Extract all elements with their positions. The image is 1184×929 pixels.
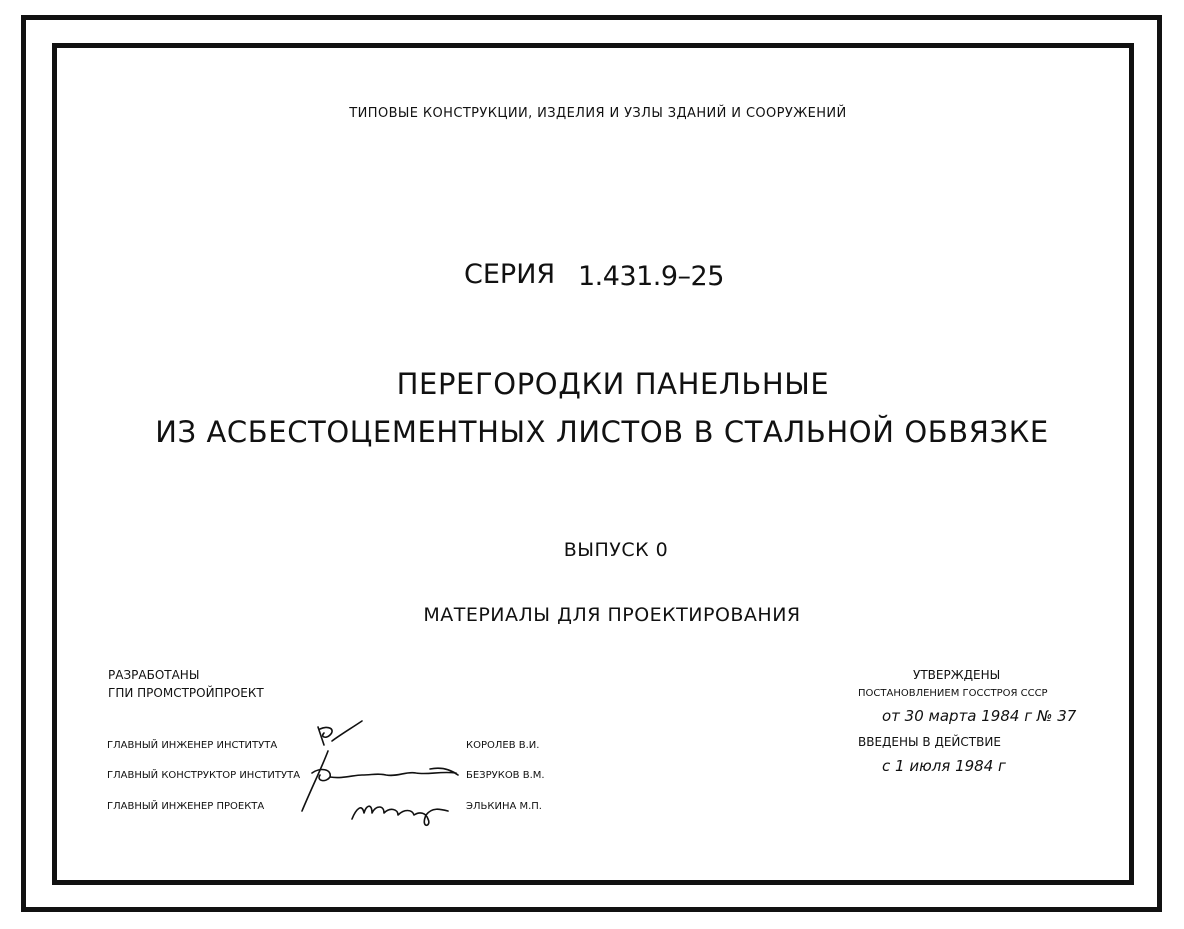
series-number: 1.431.9–25 (578, 261, 724, 292)
signature-korolev (318, 721, 362, 745)
role-chief-engineer-institute: ГЛАВНЫЙ ИНЖЕНЕР ИНСТИТУТА (107, 740, 278, 751)
approved-label: УТВЕРЖДЕНЫ (913, 668, 1001, 682)
name-elkina: ЭЛЬКИНА М.П. (466, 801, 542, 812)
name-bezrukov: БЕЗРУКОВ В.М. (466, 770, 545, 781)
signature-elkina (352, 806, 448, 825)
developed-label: РАЗРАБОТАНЫ (108, 668, 200, 682)
approval-date: от 30 марта 1984 г № 37 (882, 707, 1077, 725)
signature-bezrukov (312, 768, 458, 780)
developer-organization: ГПИ ПРОМСТРОЙПРОЕКТ (108, 686, 264, 700)
header-line: ТИПОВЫЕ КОНСТРУКЦИИ, ИЗДЕЛИЯ И УЗЛЫ ЗДАНИЙ И СООРУЖЕНИЙ (349, 106, 847, 121)
effective-date: с 1 июля 1984 г (882, 757, 1006, 775)
approval-decree: ПОСТАНОВЛЕНИЕМ ГОССТРОЯ СССР (858, 688, 1048, 699)
subtitle: МАТЕРИАЛЫ ДЛЯ ПРОЕКТИРОВАНИЯ (423, 604, 801, 626)
handwritten-signatures (280, 715, 480, 830)
name-korolev: КОРОЛЕВ В.И. (466, 740, 540, 751)
role-chief-project-engineer: ГЛАВНЫЙ ИНЖЕНЕР ПРОЕКТА (107, 801, 265, 812)
issue-label: ВЫПУСК 0 (563, 539, 669, 561)
title-line-1: ПЕРЕГОРОДКИ ПАНЕЛЬНЫЕ (396, 367, 830, 401)
series-label: СЕРИЯ (464, 259, 556, 290)
title-line-2: ИЗ АСБЕСТОЦЕМЕНТНЫХ ЛИСТОВ В СТАЛЬНОЙ ОБВЯЗКЕ (155, 415, 1049, 449)
role-chief-designer-institute: ГЛАВНЫЙ КОНСТРУКТОР ИНСТИТУТА (107, 770, 301, 781)
effective-label: ВВЕДЕНЫ В ДЕЙСТВИЕ (858, 735, 1001, 749)
